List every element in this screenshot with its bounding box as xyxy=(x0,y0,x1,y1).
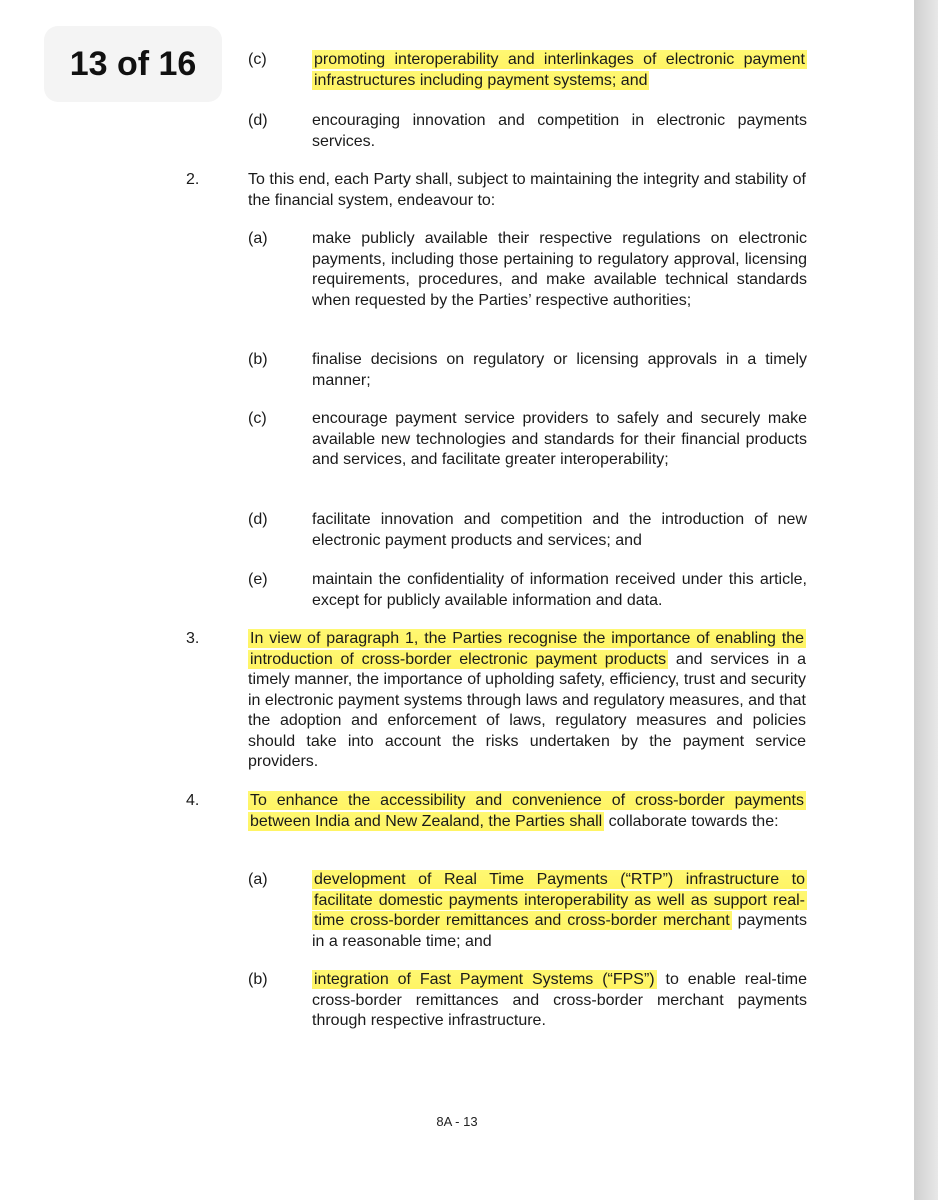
item-label: (a) xyxy=(248,230,268,247)
item-label: (c) xyxy=(248,51,267,68)
list-item-4a xyxy=(248,870,808,952)
list-item-2b xyxy=(248,350,808,391)
item-label: (c) xyxy=(248,410,267,427)
plain-text: and services in a timely manner, the importance of upholding safety, efficiency, trust and security in electronic payment systems through laws and regulatory measures, and that the adoption and enforcement of laws, regulatory measures and policies should take into account the risks undertaken by the payment service providers. xyxy=(248,650,806,770)
highlighted-text: development of Real Time Payments (“RTP”) infrastructure to facilitate domestic payments interoperability as well as support real-time cross-border remittances and cross-border merchant xyxy=(314,871,805,929)
paragraph-2 xyxy=(186,170,808,211)
item-text: encourage payment service providers to safely and securely make available new technologies and standards for their financial products and services, and facilitate greater interoperability; xyxy=(312,410,807,468)
paragraph-number: 2. xyxy=(186,171,200,188)
highlighted-text: integration of Fast Payment Systems (“FPS”) xyxy=(314,971,655,988)
paragraph-4 xyxy=(186,791,808,832)
list-item-4b xyxy=(248,970,808,1032)
item-label: (b) xyxy=(248,971,268,988)
list-item-2e xyxy=(248,570,808,611)
page-indicator: 13 of 16 xyxy=(44,26,222,102)
paragraph-number: 3. xyxy=(186,630,200,647)
list-item-2c xyxy=(248,409,808,471)
item-text xyxy=(312,970,807,1032)
item-text: finalise decisions on regulatory or licensing approvals in a timely manner; xyxy=(312,351,807,389)
item-text: encouraging innovation and competition in electronic payments services. xyxy=(312,112,807,150)
list-item-2a xyxy=(248,229,808,311)
list-item-2d xyxy=(248,510,808,551)
highlighted-text: In view of paragraph 1, the Parties recognise the importance of enabling the introduction of cross-border electronic payment products xyxy=(250,630,804,668)
item-text: facilitate innovation and competition and the introduction of new electronic payment products and services; and xyxy=(312,511,807,549)
item-label: (d) xyxy=(248,511,268,528)
paragraph-3 xyxy=(186,629,808,773)
item-label: (d) xyxy=(248,112,268,129)
paragraph-text xyxy=(248,791,806,832)
plain-text: payments in a reasonable time; and xyxy=(312,912,808,950)
paragraph-text: To this end, each Party shall, subject to maintaining the integrity and stability of the financial system, endeavour to: xyxy=(248,171,806,209)
item-label: (e) xyxy=(248,571,268,588)
list-item-d-top xyxy=(248,111,808,152)
item-text: maintain the confidentiality of information received under this article, except for publicly available information and data. xyxy=(312,571,807,609)
plain-text: collaborate towards the: xyxy=(604,812,779,830)
item-label: (b) xyxy=(248,351,268,368)
page-edge xyxy=(914,0,938,1200)
item-text xyxy=(312,870,807,952)
plain-text: to enable real-time cross-border remittances and cross-border merchant payments through respective infrastructure. xyxy=(312,971,807,1029)
highlighted-text: promoting interoperability and interlinkages of electronic payment infrastructures including payment systems; and xyxy=(314,51,805,89)
list-item-c-top xyxy=(248,50,808,91)
item-text: make publicly available their respective regulations on electronic payments, including those pertaining to regulatory approval, licensing requirements, procedures, and make available technical standards when requested by the Parties’ respective authorities; xyxy=(312,230,807,309)
highlighted-text: To enhance the accessibility and convenience of cross-border payments between India and New Zealand, the Parties shall xyxy=(250,792,804,830)
page-footer: 8A - 13 xyxy=(436,1114,478,1129)
item-label: (a) xyxy=(248,871,268,888)
paragraph-number: 4. xyxy=(186,792,200,809)
paragraph-text xyxy=(248,629,806,773)
